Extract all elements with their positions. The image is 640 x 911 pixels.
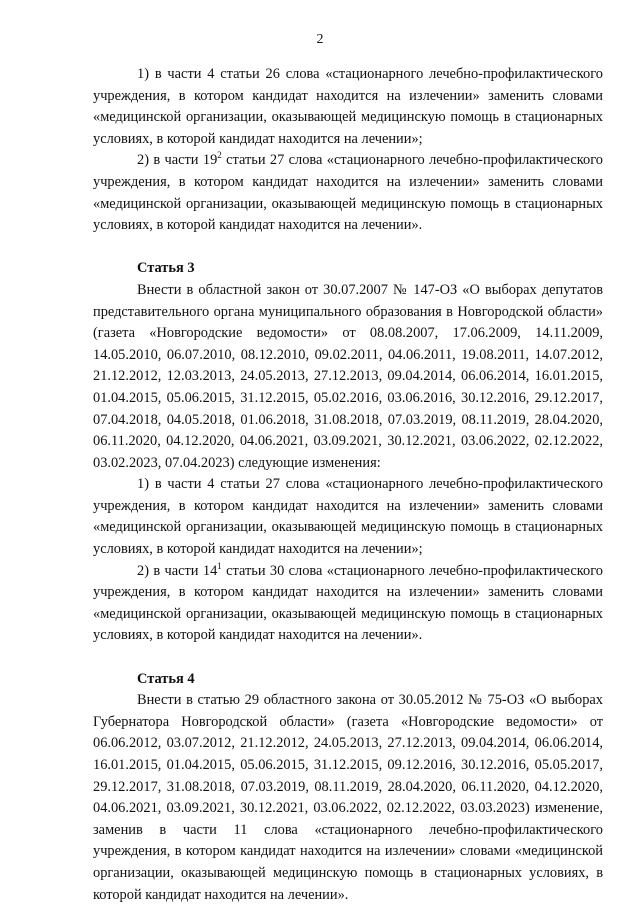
article3-item2-rest: статьи 30 слова «стационарного лечебно-профилактического учреждения, в котором кандидат находится на излечении» заменить словами «медицинской организации, оказывающей медицинскую помощь в стационарных условиях, в которой кандидат находится на лечении». — [93, 562, 603, 644]
article2-item1: 1) в части 4 статьи 26 слова «стационарного лечебно-профилактического учреждения, в котором кандидат находится на излечении» заменить словами «медицинской организации, оказывающей медицинскую помощь в стационарных условиях, в которой кандидат находится на лечении»; — [93, 66, 603, 147]
article3-item1: 1) в части 4 статьи 27 слова «стационарного лечебно-профилактического учреждения, в котором кандидат находится на излечении» заменить словами «медицинской организации, оказывающей медицинскую помощь в стационарных условиях, в которой кандидат находится на лечении»; — [93, 476, 603, 558]
article2-item2-superscript: 2 — [217, 150, 222, 161]
document-body — [93, 64, 603, 906]
article3-item2-superscript: 1 — [217, 560, 222, 571]
article2-item2 — [93, 150, 603, 236]
article2-item2-start: 2) в части 19 — [137, 152, 218, 169]
article3-heading: Статья 3 — [137, 260, 195, 277]
section-gap — [93, 647, 603, 669]
article3-intro: Внести в областной закон от 30.07.2007 № 147-ОЗ «О выборах депутатов представительного органа муниципального образования в Новгородской области» (газета «Новгородские ведомости» от 08.08.2007, 17.06.2009, 14.11.2009, 14.05.2010, 06.07.2010, 08.12.2010, 09.02.2011, 04.06.2011, 19.08.2011, 14.07.2012, 21.12.2012, 12.03.2013, 24.05.2013, 27.12.2013, 09.04.2014, 06.06.2014, 16.01.2015, 01.04.2015, 05.06.2015, 31.12.2015, 05.02.2016, 03.06.2016, 30.12.2016, 29.12.2017, 07.04.2018, 04.05.2018, 01.06.2018, 31.08.2018, 07.03.2019, 08.11.2019, 28.04.2020, 06.11.2020, 04.12.2020, 04.06.2021, 03.09.2021, 30.12.2021, 03.06.2022, 02.12.2022, 03.02.2023, 07.04.2023) следующие изменения: — [93, 281, 603, 471]
article2-item2-rest: статьи 27 слова «стационарного лечебно-профилактического учреждения, в котором кандидат находится на излечении» заменить словами «медицинской организации, оказывающей медицинскую помощь в стационарных условиях, в которой кандидат находится на лечении». — [93, 152, 603, 234]
section-gap — [93, 237, 603, 259]
article3-item2-start: 2) в части 14 — [137, 562, 218, 579]
page-number: 2 — [316, 32, 324, 47]
article3-item2 — [93, 561, 603, 647]
article4-text: Внести в статью 29 областного закона от 30.05.2012 № 75-ОЗ «О выборах Губернатора Новгородской области» (газета «Новгородские ведомости» от 06.06.2012, 03.07.2012, 21.12.2012, 24.05.2013, 27.12.2013, 09.04.2014, 06.06.2014, 16.01.2015, 01.04.2015, 05.06.2015, 31.12.2015, 09.12.2016, 30.12.2016, 05.05.2017, 29.12.2017, 31.08.2018, 07.03.2019, 08.11.2019, 28.04.2020, 06.11.2020, 04.12.2020, 04.06.2021, 03.09.2021, 30.12.2021, 03.06.2022, 02.12.2022, 03.03.2023) изменение, заменив в части 11 слова «стационарного лечебно-профилактического учреждения, в котором кандидат находится на излечении» словами «медицинской организации, оказывающей медицинскую помощь в стационарных условиях, в которой кандидат находится на лечении». — [93, 692, 603, 903]
article4-heading: Статья 4 — [137, 670, 195, 687]
